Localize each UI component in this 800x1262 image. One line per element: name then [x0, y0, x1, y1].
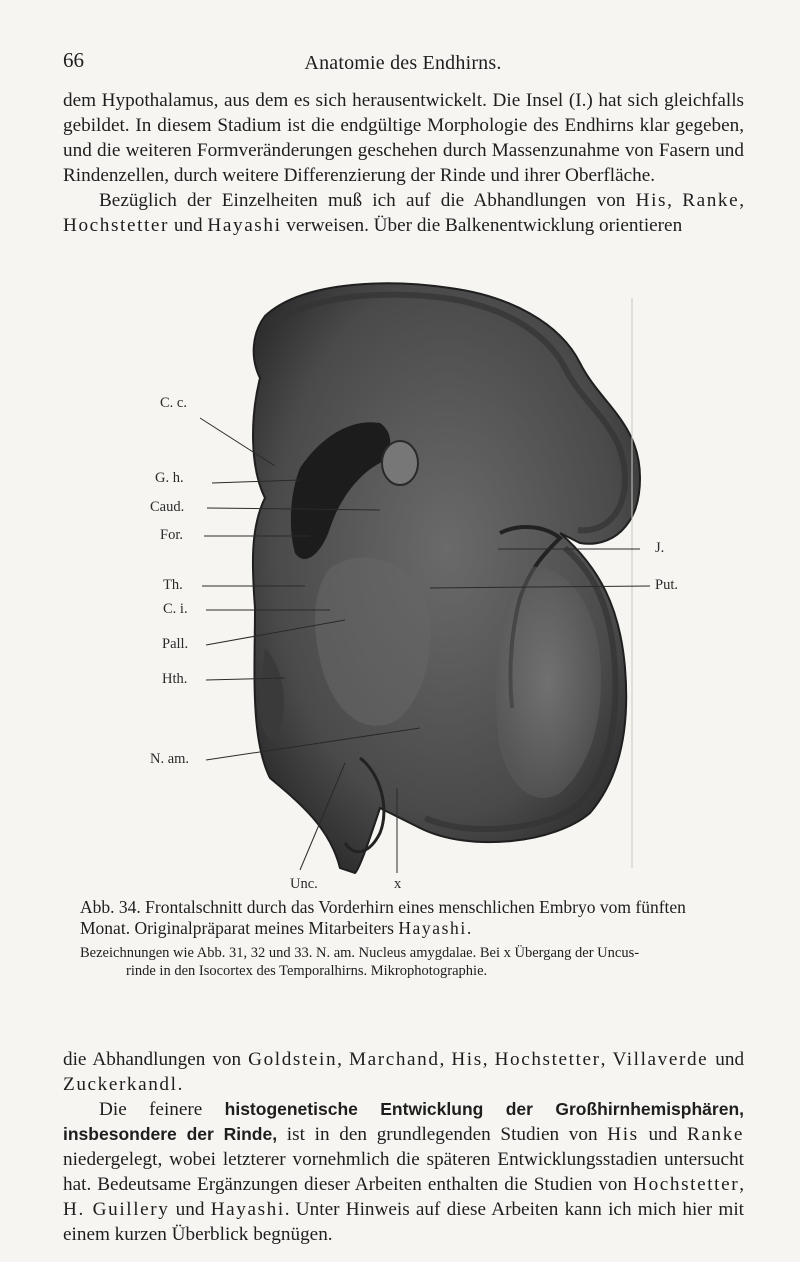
para3-sep-3: , [482, 1049, 495, 1070]
para4-sep-2: , [739, 1174, 744, 1195]
label-for: For. [160, 527, 183, 543]
label-hth: Hth. [162, 671, 188, 687]
author-ranke: Ranke [682, 190, 740, 211]
label-caud: Caud. [150, 499, 185, 515]
para2-text-2: verweisen. Über die Balkenentwicklung orientieren [281, 215, 683, 236]
para2-text-1: Bezüglich der Einzelheiten muß ich auf die Abhandlungen von [99, 190, 636, 211]
label-c-c: C. c. [160, 395, 187, 411]
author-villaverde: Villaverde [612, 1049, 709, 1070]
author-goldstein: Goldstein [248, 1049, 338, 1070]
para3-sep-2: , [439, 1049, 452, 1070]
paragraph-4-text [63, 1097, 744, 1247]
caption-end: . [466, 918, 472, 938]
hemisphere-silhouette [253, 283, 640, 873]
label-j: J. [655, 540, 665, 556]
brain-section-micrograph [0, 268, 800, 898]
caption-label: Abb. 34. [80, 897, 141, 917]
caption-notes-line-2: rinde in den Isocortex des Temporalhirns. Mikrophotographie. [126, 963, 488, 979]
paragraph-1 [63, 88, 744, 238]
author-ranke-2: Ranke [686, 1124, 744, 1145]
figure-caption [80, 897, 740, 980]
para4-sep-1: und [638, 1124, 687, 1145]
label-put: Put. [655, 577, 678, 593]
paragraph-2 [63, 188, 744, 238]
caption-main [80, 897, 740, 939]
author-hochstetter-2: Hochstetter [494, 1049, 601, 1070]
paragraph-4 [63, 1097, 744, 1247]
para3-sep-1: , [337, 1049, 349, 1070]
para4-sep-3: und [169, 1199, 211, 1220]
author-zuckerkandl: Zuckerkandl [63, 1074, 178, 1095]
para4-text-2: ist in den grundlegenden Studien von [277, 1124, 608, 1145]
author-marchand: Marchand [348, 1049, 440, 1070]
para2-sep-1: , [667, 190, 683, 211]
para3-sep-4: , [600, 1049, 613, 1070]
label-n-am: N. am. [150, 751, 190, 767]
para2-sep-2: , [739, 190, 745, 211]
para4-text-1: Die feinere [99, 1099, 225, 1120]
author-hochstetter: Hochstetter [63, 215, 170, 236]
author-his-2: His [451, 1049, 483, 1070]
running-title: Anatomie des Endhirns. [304, 52, 502, 74]
author-his-3: His [607, 1124, 639, 1145]
page-header [63, 48, 743, 80]
label-th: Th. [163, 577, 183, 593]
para4-text-3: niedergelegt, wobei letzterer vornehmlich die späteren Entwicklungsstadien untersucht hat. Bedeutsame Ergänzungen dieser Arbeiten enthalten die Studien von [63, 1149, 744, 1195]
author-hochstetter-3: Hochstetter [633, 1174, 740, 1195]
caption-author: Hayashi [398, 918, 467, 938]
caption-notes [80, 944, 740, 980]
paragraph-3-text [63, 1047, 744, 1097]
author-hayashi: Hayashi [207, 215, 282, 236]
label-pall: Pall. [162, 636, 189, 652]
label-g-h: G. h. [155, 470, 184, 486]
paragraph-1-text: dem Hypothalamus, aus dem es sich herausentwickelt. Die Insel (I.) hat sich gleichfalls gebildet. In diesem Stadium ist die endgültige Morphologie des Endhirns klar gegeben, und die weiteren Formveränderungen geschehen durch Massenzunahme von Fasern und Rindenzellen, durch weitere Differenzierung der Rinde und ihrer Oberfläche. [63, 90, 744, 186]
author-guillery: H. Guillery [63, 1199, 170, 1220]
para3-sep-5: und [708, 1049, 745, 1070]
paragraph-3 [63, 1047, 744, 1097]
caudate-nucleus [382, 441, 418, 485]
para4-text-4: . Unter Hinweis auf diese Arbeiten kann ich mich hier mit einem kurzen Überblick begnügen. [63, 1199, 745, 1245]
page-number: 66 [63, 48, 84, 72]
label-c-i: C. i. [163, 601, 188, 617]
author-hayashi-2: Hayashi [210, 1199, 285, 1220]
caption-notes-line-1: Bezeichnungen wie Abb. 31, 32 und 33. N. am. Nucleus amygdalae. Bei x Übergang der Uncus- [80, 945, 640, 961]
caption-main-text: Frontalschnitt durch das Vorderhirn eines menschlichen Embryo vom fünften Monat. Originalpräparat meines Mitarbeiters [80, 897, 686, 938]
para3-text-1: die Abhandlungen von [63, 1049, 249, 1070]
para2-sep-3: und [169, 215, 208, 236]
label-x: x [394, 876, 402, 892]
para4-bold-heading: histogenetische Entwicklung der Großhirnhemisphären, insbesondere der Rinde, [63, 1099, 744, 1144]
para3-end: . [177, 1074, 183, 1095]
author-his: His [635, 190, 668, 211]
figure-34 [0, 268, 800, 898]
label-unc: Unc. [290, 876, 318, 892]
